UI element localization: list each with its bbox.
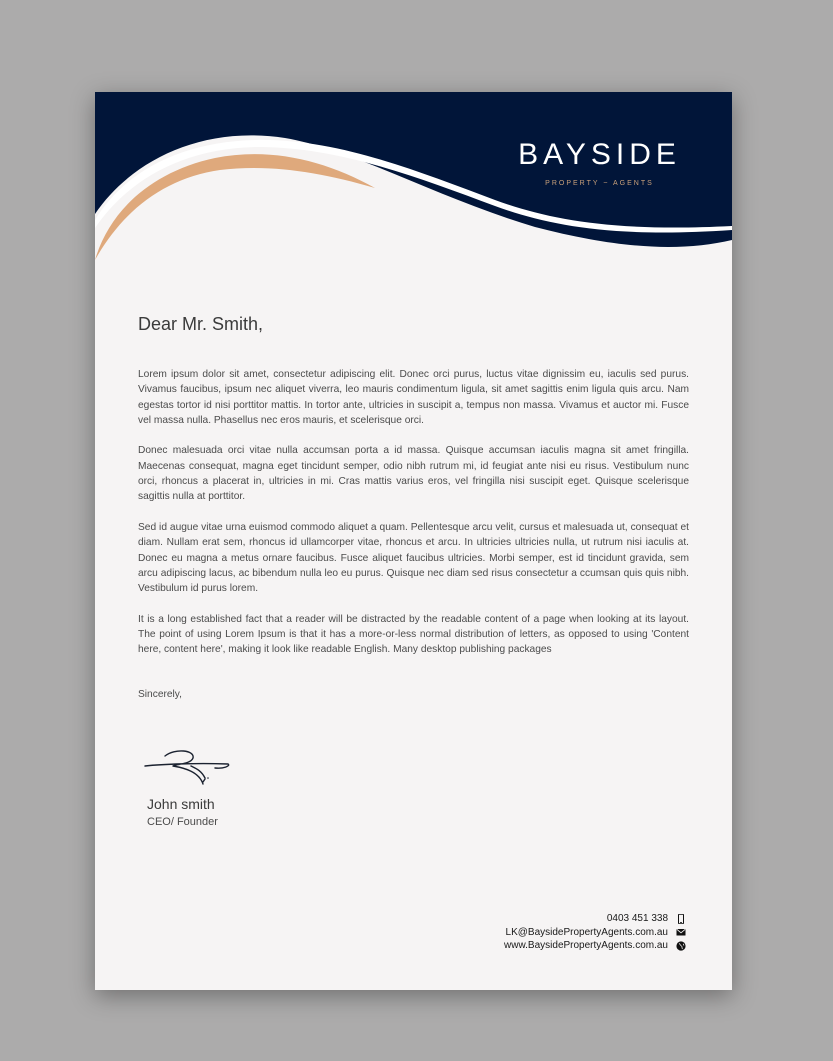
letter-greeting: Dear Mr. Smith, [138, 314, 264, 334]
brand-logo [512, 140, 687, 187]
envelope-icon [676, 927, 686, 937]
contact-phone [504, 912, 686, 926]
signer-name: John smith [147, 796, 215, 812]
brand-tagline: PROPERTY ~ AGENTS [545, 180, 654, 187]
email-address[interactable]: LK@BaysidePropertyAgents.com.au [505, 926, 668, 938]
contact-website [504, 939, 686, 953]
handwritten-signature [143, 742, 233, 786]
body-paragraph: Donec malesuada orci vitae nulla accumsan porta a id massa. Quisque accumsan iaculis magna sit amet fringilla. Maecenas consequat, magna eget tincidunt semper, odio nibh rutrum mi, id feugiat ante nisi eu risus. Vestibulum nunc orci, rhoncus a placerat in, ultricies in mi. Cras mattis varius eros, vel fringilla nisi suscipit eget. Quisque scelerisque sagittis nulla at porttitor. [138, 445, 689, 503]
website-url[interactable]: www.BaysidePropertyAgents.com.au [504, 940, 668, 951]
letterhead-page [95, 92, 732, 990]
contact-block [504, 912, 686, 953]
globe-icon [676, 941, 686, 951]
phone-number: 0403 451 338 [606, 913, 668, 924]
body-paragraph: It is a long established fact that a reader will be distracted by the readable content of a page when looking at its layout. The point of using Lorem Ipsum is that it has a more-or-less normal distribution of letters, as opposed to using 'Content here, content here', making it look like readable English. Many desktop publishing packages [138, 613, 689, 656]
brand-name: BAYSIDE [518, 138, 681, 171]
body-paragraph: Sed id augue vitae urna euismod commodo aliquet a quam. Pellentesque arcu velit, cursus et malesuada ut, consequat et diam. Nullam erat sem, rhoncus id ullamcorper vitae, rhoncus et arcu. In ultricies ultricies nulla, ut rutrum nisi iaculis at. Donec eu magna a metus ornare faucibus. Fusce aliquet faucibus ultricies. Morbi semper, est id tincidunt gravida, sem arcu adipiscing lacus, ac bibendum nulla leo eu purus. Quisque nec diam sed risus consectetur a ccumsan quis quis nibh. Vestibulum id purus lorem. [138, 521, 689, 595]
signer-title: CEO/ Founder [147, 816, 218, 828]
body-paragraph: Lorem ipsum dolor sit amet, consectetur adipiscing elit. Donec orci purus, luctus vitae dignissim eu, iaculis sed purus. Vivamus faucibus, ipsum nec aliquet viverra, leo mauris condimentum ligula, sit amet sagittis enim ligula quis arcu. Nam egestas tortor id nisi porttitor mattis. In tortor ante, ultricies in suscipit a, tempus non massa. Vivamus et auctor mi. Fusce vel massa nulla. Phasellus nec eros mauris, et scelerisque orci. [138, 369, 689, 426]
letter-body [138, 367, 689, 673]
contact-email [504, 926, 686, 940]
letter-closing: Sincerely, [138, 689, 182, 700]
mobile-phone-icon [676, 914, 686, 924]
